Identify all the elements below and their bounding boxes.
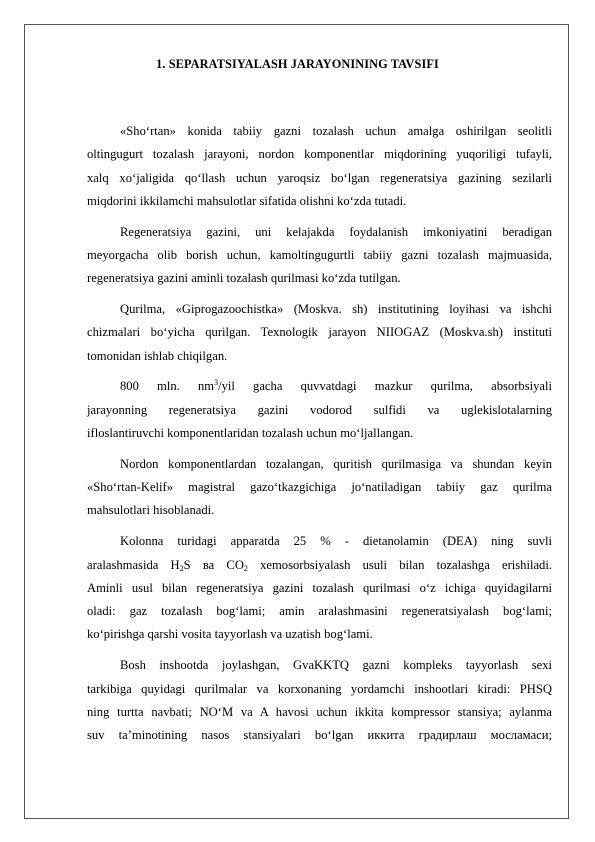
paragraph-3 [87,298,552,368]
text-line: miqdorini ikkilamchi mahsulotlar sifatida olishni ko‘zda tutadi. [87,193,407,208]
text-line: Kolonna turidagi apparatda 25 % - dietanolamin (DEA) ning suvli [120,534,552,549]
subscript: 2 [179,563,184,573]
text-line: «Sho‘rtan-Kelif» magistral gazo‘tkazgichiga jo‘natiladigan tabiiy gaz qurilma [87,480,552,495]
text-fragment: aralashmasida H [87,557,180,572]
text-fragment: xemosorbsiyalash usuli bilan tozalashga erishiladi. [247,557,553,572]
text-line: meyorgacha olib borish uchun, kamoltingugurtli tabiiy gazni tozalash majmuasida, [87,247,552,262]
paragraph-6 [87,530,552,646]
paragraph-4 [87,375,552,445]
superscript: 3 [214,378,219,388]
body-text [87,120,552,755]
text-line: Aminli usul bilan regeneratsiya gazini tozalash qurilmasi o‘z ichiga quyidagilarni [87,580,552,595]
text-line: oladi: gaz tozalash bog‘lami; amin aralashmasini regeneratsiyalash bog‘lami; [87,604,552,619]
subscript: 2 [243,563,248,573]
text-line: ning turtta navbati; NO‘M va A havosi uchun ikkita kompressor stansiya; aylanma [87,704,552,719]
text-fragment: S ва CO [183,557,244,572]
text-line: Qurilma, «Giprogazoochistka» (Moskva. sh) institutining loyihasi va ishchi [120,302,552,317]
text-fragment: /yil gacha quvvatdagi mazkur qurilma, absorbsiyali [218,379,552,394]
paragraph-1 [87,120,552,213]
text-fragment: 800 mln. nm [120,379,215,394]
text-line: jarayonning regeneratsiya gazini vodorod sulfidi va uglekislotalarning [87,402,552,417]
text-line: suv ta’minotining nasos stansiyalari bo‘lgan иккита градирлаш мосламаси; [87,728,552,743]
text-line: regeneratsiya gazini aminli tozalash qurilmasi ko‘zda tutilgan. [87,271,401,286]
text-line: Nordon komponentlardan tozalangan, quritish qurilmasiga va shundan keyin [120,456,552,471]
text-line: tarkibiga quyidagi qurilmalar va korxonaning yordamchi inshootlari kiradi: PHSQ [87,681,552,696]
text-line: chizmalari bo‘yicha qurilgan. Texnologik jarayon NIIOGAZ (Moskva.sh) instituti [87,325,552,340]
text-line: Bosh inshootda joylashgan, GvaKKTQ gazni kompleks tayyorlash sexi [120,658,552,673]
section-heading: 1. SEPARATSIYALASH JARAYONINING TAVSIFI [156,57,439,71]
text-line [120,375,552,398]
text-line: ko‘pirishga qarshi vosita tayyorlash va uzatish bog‘lami. [87,627,373,642]
paragraph-7 [87,654,552,747]
text-line: xalq xo‘jaligida qo‘llash uchun yaroqsiz bo‘lgan regeneratsiya gazining sezilarli [87,170,552,185]
paragraph-5 [87,453,552,523]
text-line: oltingugurt tozalash jarayoni, nordon komponentlar miqdorining yuqoriligi tufayli, [87,147,552,162]
text-line: tomonidan ishlab chiqilgan. [87,348,228,363]
paragraph-2 [87,221,552,291]
text-line: mahsulotlari hisoblanadi. [87,503,215,518]
text-line: ifloslantiruvchi komponentlaridan tozalash uchun mo‘ljallangan. [87,426,414,441]
text-line: Regeneratsiya gazini, uni kelajakda foydalanish imkoniyatini beradigan [120,224,552,239]
text-line [87,554,552,577]
text-line: «Sho‘rtan» konida tabiiy gazni tozalash uchun amalga oshirilgan seolitli [120,124,552,138]
